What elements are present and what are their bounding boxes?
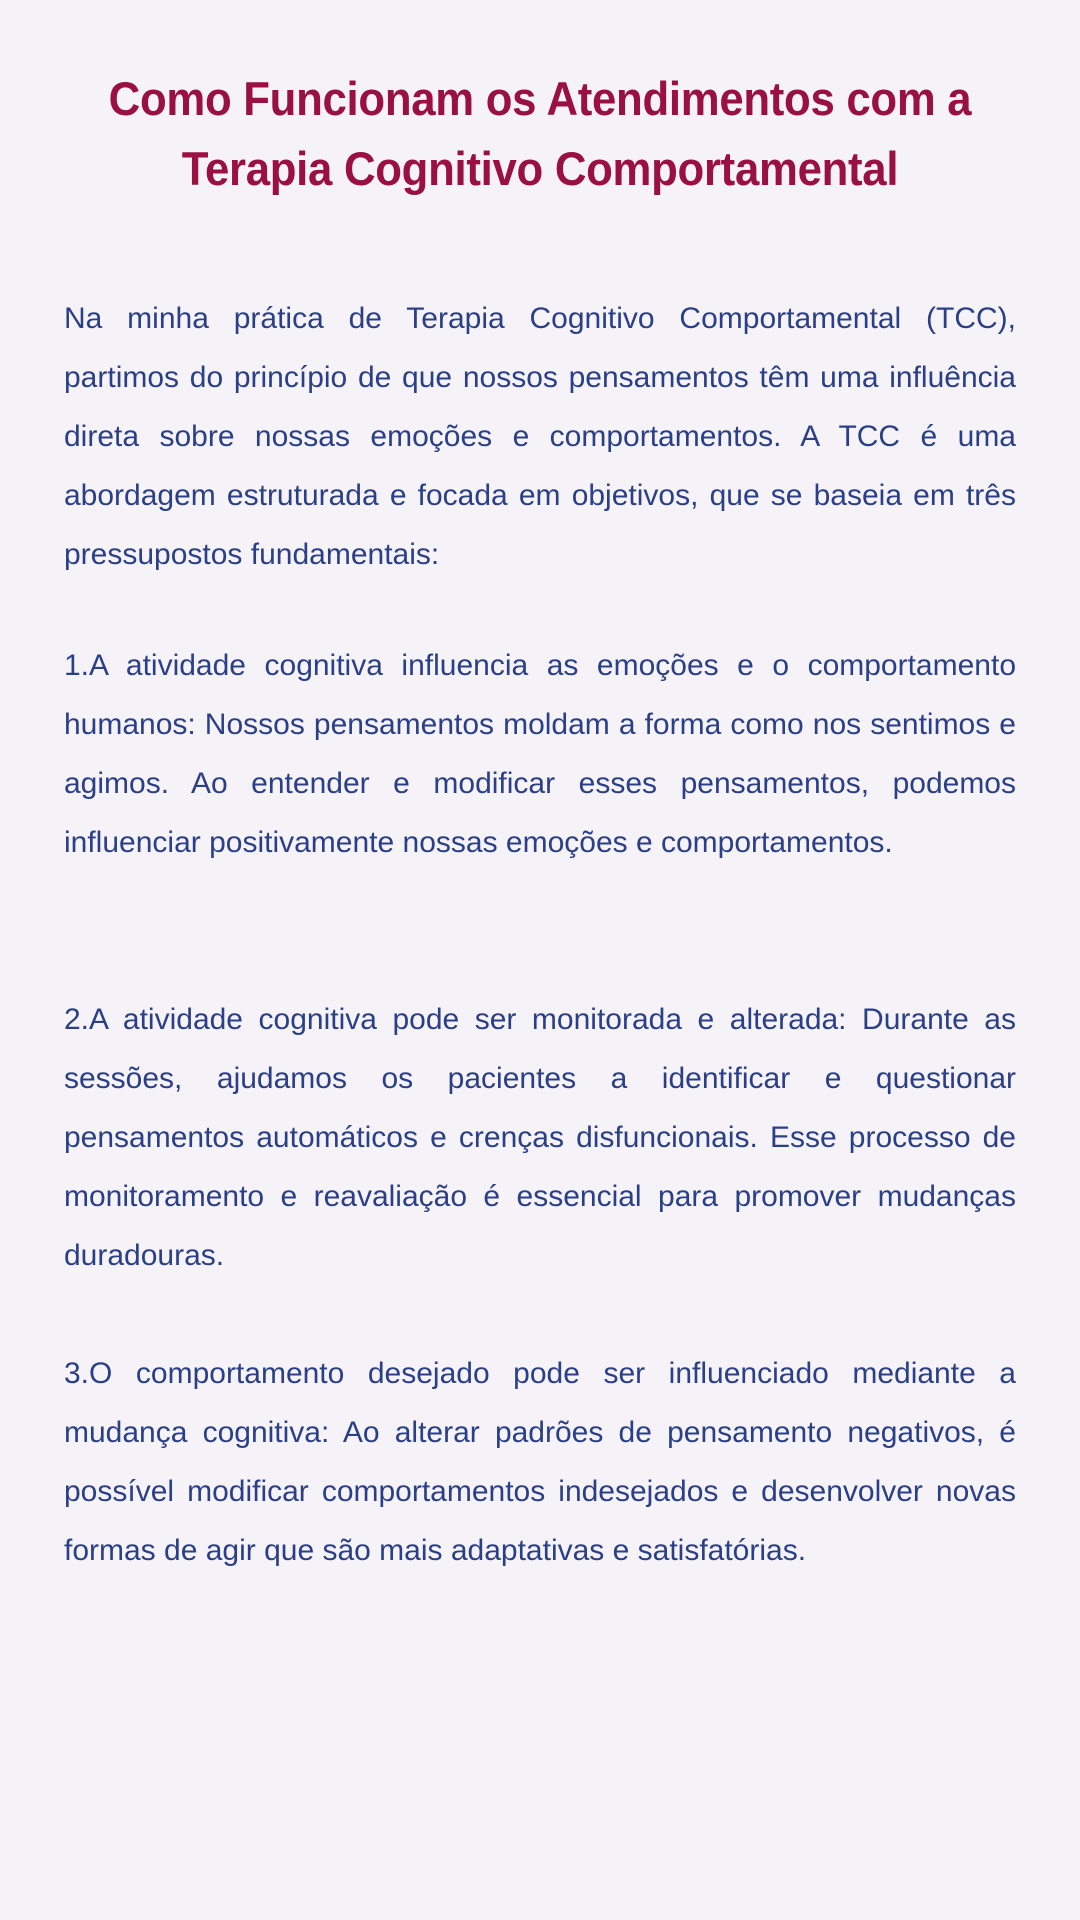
intro-paragraph: Na minha prática de Terapia Cognitivo Comportamental (TCC), partimos do princípio de que nossos pensamentos têm uma influência direta sobre nossas emoções e comportamentos. A TCC é uma abordagem estruturada e focada em objetivos, que se baseia em três pressupostos fundamentais:	[64, 302, 1016, 571]
principle-item-2: 2.A atividade cognitiva pode ser monitorada e alterada: Durante as sessões, ajudamos os pacientes a identificar e questionar pensamentos automáticos e crenças disfuncionais. Esse processo de monitoramento e reavaliação é essencial para promover mudanças duradouras.	[64, 1003, 1016, 1272]
page-title: Como Funcionam os Atendimentos com a Terapia Cognitivo Comportamental	[108, 72, 972, 195]
principle-item-3: 3.O comportamento desejado pode ser influenciado mediante a mudança cognitiva: Ao alterar padrões de pensamento negativos, é possível modificar comportamentos indesejados e desenvolver novas formas de agir que são mais adaptativas e satisfatórias.	[64, 1357, 1016, 1567]
principle-item-1: 1.A atividade cognitiva influencia as emoções e o comportamento humanos: Nossos pensamentos moldam a forma como nos sentimos e agimos. Ao entender e modificar esses pensamentos, podemos influenciar positivamente nossas emoções e comportamentos.	[64, 649, 1016, 859]
